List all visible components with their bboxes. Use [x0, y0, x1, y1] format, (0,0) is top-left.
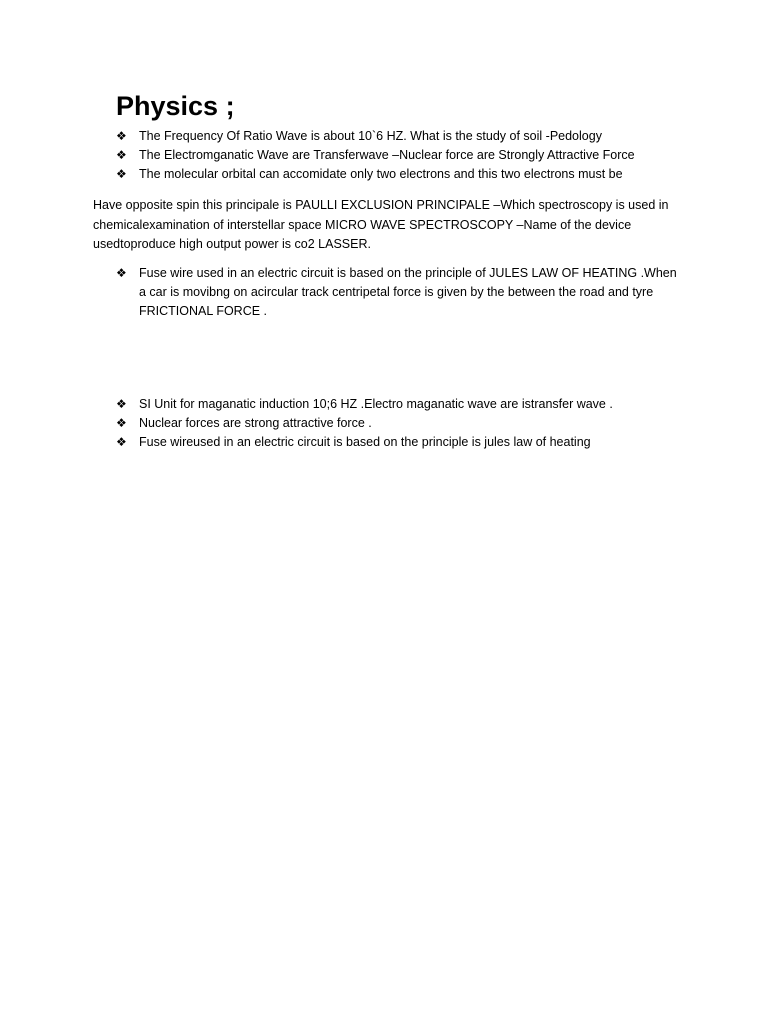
bullet-list-2 [116, 264, 686, 321]
list-item [116, 433, 686, 452]
list-item-text: Fuse wire used in an electric circuit is based on the principle of JULES LAW OF HEATING .When a car is movibng on acircular track centripetal force is given by the between the road and tyre FRICTIONAL FORCE . [139, 266, 677, 318]
diamond-bullet-icon: ❖ [116, 266, 127, 280]
list-item [116, 127, 686, 146]
list-item-text: Fuse wireused in an electric circuit is based on the principle is jules law of heating [139, 435, 591, 449]
diamond-bullet-icon: ❖ [116, 129, 127, 143]
list-item [116, 165, 686, 184]
bullet-list-1 [116, 127, 686, 184]
list-item-text: The Frequency Of Ratio Wave is about 10`6 HZ. What is the study of soil -Pedology [139, 129, 602, 143]
document-title: Physics ; [116, 91, 235, 121]
list-item-text: The Electromganatic Wave are Transferwave –Nuclear force are Strongly Attractive Force [139, 148, 635, 162]
list-item [116, 395, 686, 414]
diamond-bullet-icon: ❖ [116, 148, 127, 162]
diamond-bullet-icon: ❖ [116, 397, 127, 411]
diamond-bullet-icon: ❖ [116, 416, 127, 430]
list-item [116, 264, 686, 321]
list-item [116, 146, 686, 165]
list-item-text: SI Unit for maganatic induction 10;6 HZ .Electro maganatic wave are istransfer wave . [139, 397, 613, 411]
list-item-text: Nuclear forces are strong attractive force . [139, 416, 372, 430]
bullet-list-3 [116, 395, 686, 452]
list-item [116, 414, 686, 433]
body-paragraph: Have opposite spin this principale is PAULLI EXCLUSION PRINCIPALE –Which spectroscopy is used in chemicalexamination of interstellar space MICRO WAVE SPECTROSCOPY –Name of the device usedtoproduce high output power is co2 LASSER. [93, 198, 669, 251]
diamond-bullet-icon: ❖ [116, 435, 127, 449]
diamond-bullet-icon: ❖ [116, 167, 127, 181]
list-item-text: The molecular orbital can accomidate only two electrons and this two electrons must be [139, 167, 623, 181]
